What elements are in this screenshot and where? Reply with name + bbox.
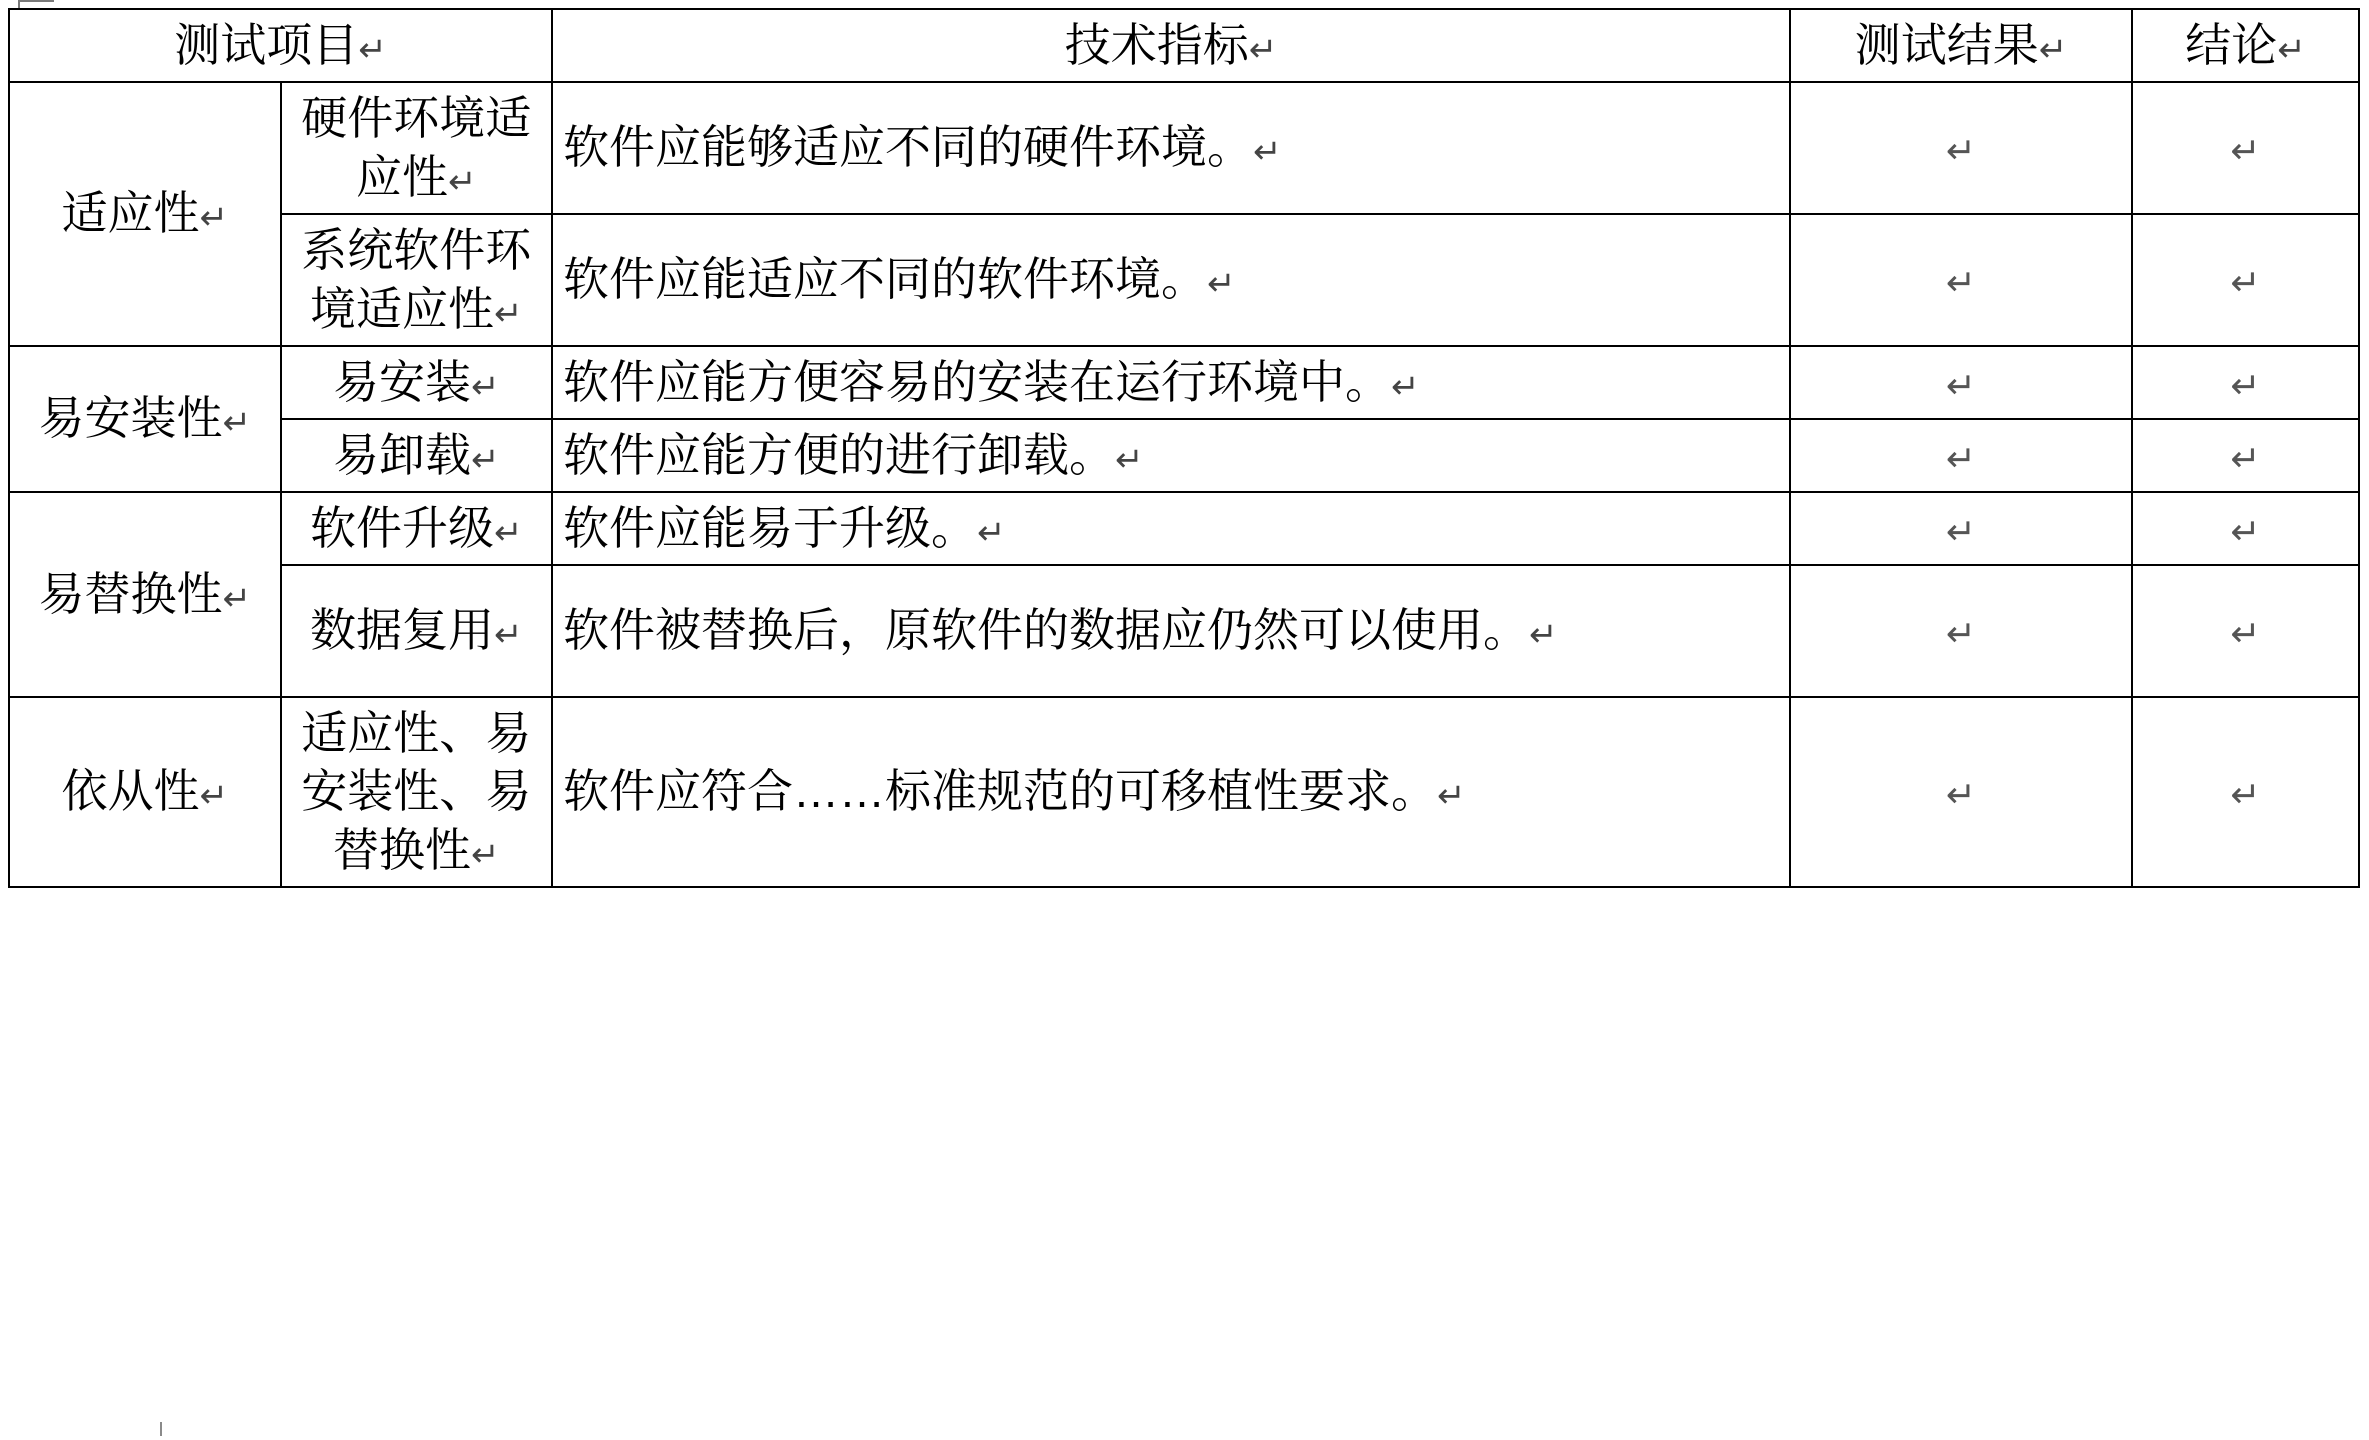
test-items-table bbox=[8, 8, 2360, 888]
pilcrow-icon: ↵ bbox=[2230, 364, 2261, 406]
pilcrow-icon: ↵ bbox=[222, 404, 251, 443]
conclusion-cell[interactable] bbox=[2132, 82, 2359, 214]
category-cell-adaptability: 适应性↵ bbox=[9, 82, 281, 346]
pilcrow-icon: ↵ bbox=[977, 513, 1006, 552]
conclusion-cell[interactable] bbox=[2132, 492, 2359, 565]
table-row bbox=[9, 214, 2359, 346]
pilcrow-icon: ↵ bbox=[494, 513, 523, 552]
pilcrow-icon: ↵ bbox=[2230, 437, 2261, 479]
item-cell-compliance-items: 适应性、易安装性、易替换性↵ bbox=[281, 697, 553, 888]
table-header-row bbox=[9, 9, 2359, 82]
result-cell[interactable] bbox=[1790, 82, 2132, 214]
pilcrow-icon: ↵ bbox=[2277, 31, 2306, 69]
result-cell[interactable] bbox=[1790, 697, 2132, 888]
pilcrow-icon: ↵ bbox=[1945, 510, 1977, 552]
pilcrow-icon: ↵ bbox=[1945, 774, 1977, 816]
pilcrow-icon: ↵ bbox=[1115, 440, 1144, 479]
spec-cell: 软件应能适应不同的软件环境。↵ bbox=[552, 214, 1790, 346]
pilcrow-icon: ↵ bbox=[2230, 774, 2261, 816]
header-cell-conclusion: 结论↵ bbox=[2132, 9, 2359, 82]
spec-cell: 软件被替换后，原软件的数据应仍然可以使用。↵ bbox=[552, 565, 1790, 697]
pilcrow-icon: ↵ bbox=[199, 777, 228, 816]
pilcrow-icon: ↵ bbox=[448, 162, 477, 201]
spec-cell: 软件应能易于升级。↵ bbox=[552, 492, 1790, 565]
pilcrow-icon: ↵ bbox=[1945, 437, 1977, 479]
header-cell-technical-spec: 技术指标↵ bbox=[552, 9, 1790, 82]
header-cell-test-item: 测试项目↵ bbox=[9, 9, 552, 82]
conclusion-cell[interactable] bbox=[2132, 346, 2359, 419]
pilcrow-icon: ↵ bbox=[222, 579, 251, 618]
item-cell-data-reuse: 数据复用↵ bbox=[281, 565, 553, 697]
table-row bbox=[9, 492, 2359, 565]
item-cell-easy-install: 易安装↵ bbox=[281, 346, 553, 419]
item-cell-system-software-env-adaptability: 系统软件环境适应性↵ bbox=[281, 214, 553, 346]
pilcrow-icon: ↵ bbox=[2230, 130, 2261, 172]
pilcrow-icon: ↵ bbox=[1529, 616, 1558, 655]
spec-cell: 软件应符合……标准规范的可移植性要求。↵ bbox=[552, 697, 1790, 888]
item-cell-easy-uninstall: 易卸载↵ bbox=[281, 419, 553, 492]
pilcrow-icon: ↵ bbox=[1945, 130, 1977, 172]
page-bottom-mark bbox=[160, 1422, 162, 1436]
item-cell-hardware-env-adaptability: 硬件环境适应性↵ bbox=[281, 82, 553, 214]
pilcrow-icon: ↵ bbox=[199, 199, 228, 238]
table-row bbox=[9, 82, 2359, 214]
result-cell[interactable] bbox=[1790, 214, 2132, 346]
page-corner-mark bbox=[18, 0, 54, 8]
header-cell-test-result: 测试结果↵ bbox=[1790, 9, 2132, 82]
item-cell-software-upgrade: 软件升级↵ bbox=[281, 492, 553, 565]
pilcrow-icon: ↵ bbox=[494, 294, 523, 333]
spec-cell: 软件应能够适应不同的硬件环境。↵ bbox=[552, 82, 1790, 214]
spec-cell: 软件应能方便的进行卸载。↵ bbox=[552, 419, 1790, 492]
table-row bbox=[9, 697, 2359, 888]
pilcrow-icon: ↵ bbox=[1391, 367, 1420, 406]
pilcrow-icon: ↵ bbox=[2230, 510, 2261, 552]
table-row bbox=[9, 565, 2359, 697]
spec-cell: 软件应能方便容易的安装在运行环境中。↵ bbox=[552, 346, 1790, 419]
pilcrow-icon: ↵ bbox=[471, 836, 500, 875]
pilcrow-icon: ↵ bbox=[1945, 364, 1977, 406]
pilcrow-icon: ↵ bbox=[471, 367, 500, 406]
pilcrow-icon: ↵ bbox=[1207, 265, 1236, 304]
pilcrow-icon: ↵ bbox=[1945, 262, 1977, 304]
conclusion-cell[interactable] bbox=[2132, 214, 2359, 346]
result-cell[interactable] bbox=[1790, 419, 2132, 492]
pilcrow-icon: ↵ bbox=[471, 440, 500, 479]
pilcrow-icon: ↵ bbox=[1945, 613, 1977, 655]
pilcrow-icon: ↵ bbox=[1437, 777, 1466, 816]
pilcrow-icon: ↵ bbox=[2230, 262, 2261, 304]
pilcrow-icon: ↵ bbox=[1248, 31, 1278, 69]
category-cell-installability: 易安装性↵ bbox=[9, 346, 281, 492]
pilcrow-icon: ↵ bbox=[494, 616, 523, 655]
table-row bbox=[9, 346, 2359, 419]
table-row bbox=[9, 419, 2359, 492]
pilcrow-icon: ↵ bbox=[1253, 133, 1282, 172]
result-cell[interactable] bbox=[1790, 346, 2132, 419]
conclusion-cell[interactable] bbox=[2132, 565, 2359, 697]
category-cell-compliance: 依从性↵ bbox=[9, 697, 281, 888]
category-cell-replaceability: 易替换性↵ bbox=[9, 492, 281, 697]
conclusion-cell[interactable] bbox=[2132, 697, 2359, 888]
result-cell[interactable] bbox=[1790, 492, 2132, 565]
pilcrow-icon: ↵ bbox=[2230, 613, 2261, 655]
result-cell[interactable] bbox=[1790, 565, 2132, 697]
pilcrow-icon: ↵ bbox=[358, 31, 387, 69]
pilcrow-icon: ↵ bbox=[2038, 31, 2068, 69]
conclusion-cell[interactable] bbox=[2132, 419, 2359, 492]
